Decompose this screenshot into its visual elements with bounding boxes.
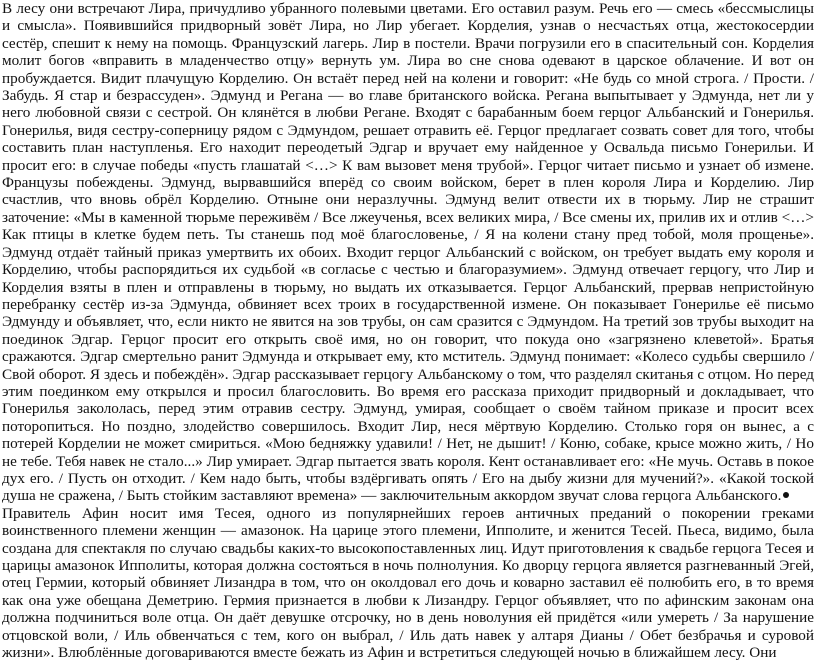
paragraph-text: В лесу они встречают Лира, причудливо убранного полевыми цветами. Его оставил разум. Речь его — смесь «бессмыслицы и смысла». Появившийся придворный зовёт Лира, но Лир убегает. Корделия, узнав о несчастьях отца, жестокосердии сестёр, спешит к нему на помощь. Французский лагерь. Лир в постели. Врачи погрузили его в спасительный сон. Корделия молит богов «вправить в младенчество отцу» вернуть ум. Лира во сне снова одевают в царское облачение. И вот он пробуждается. Видит плачущую Корделию. Он встаёт перед ней на колени и говорит: «Не будь со мной строга. / Прости. / Забудь. Я стар и безрассуден». Эдмунд и Регана — во главе британского войска. Регана выпытывает у Эдмунда, нет ли у него любовной связи с сестрой. Он клянётся в любви Регане. Входят с барабанным боем герцог Альбанский и Гонерилья. Гонерилья, видя сестру-соперницу рядом с Эдмундом, решает отравить её. Герцог предлагает созвать совет для того, чтобы составить план наступленья. Его находит переодетый Эдгар и вручает ему найденное у Освальда письмо Гонерильи. И просит его: в случае победы «пусть глашатай <…> К вам вызовет меня трубой». Герцог читает письмо и узнает об измене. Французы побеждены. Эдмунд, вырвавшийся вперёд со своим войском, берет в плен короля Лира и Корделию. Лир счастлив, что вновь обрёл Корделию. Отныне они неразлучны. Эдмунд велит отвести их в тюрьму. Лир не страшит заточение: «Мы в каменной тюрьме переживём / Все лжеученья, всех великих мира, / Все смены их, прилив их и отлив <…> Как птицы в клетке будем петь. Ты станешь под моё благословенье, / Я на колени стану пред тобой, моля прощенье». Эдмунд отдаёт тайный приказ умертвить их обоих. Входит герцог Альбанский с войском, он требует выдать ему короля и Корделию, чтобы распорядиться их судьбой «в согласье с честью и благоразумием». Эдмунд отвечает герцогу, что Лир и Корделия взяты в плен и отправлены в тюрьму, но выдать их отказывается. Герцог Альбанский, прервав непристойную перебранку сестёр из-за Эдмунда, обвиняет всех троих в государственной измене. Он показывает Гонерилье её письмо Эдмунду и объявляет, что, если никто не явится на зов трубы, он сам сразится с Эдмундом. На третий зов трубы выходит на поединок Эдгар. Герцог просит его открыть своё имя, но он говорит, что покуда оно «загрязнено клеветой». Братья сражаются. Эдгар смертельно ранит Эдмунда и открывает ему, кто мститель. Эдмунд понимает: «Колесо судьбы свершило / Свой оборот. Я здесь и побеждён». Эдгар рассказывает герцогу Альбанскому о том, что разделял скитанья с отцом. Но перед этим поединком ему открылся и просил благословить. Во время его рассказа приходит придворный и докладывает, что Гонерилья закололась, перед этим отравив сестру. Эдмунд, умирая, сообщает о своём тайном приказе и просит всех поторопиться. Но поздно, злодейство совершилось. Входит Лир, неся мёртвую Корделию. Столько горя он вынес, а с потерей Корделии не может смириться. «Мою бедняжку удавили! / Нет, не дышит! / Коню, собаке, крысе можно жить, / Но не тебе. Тебя навек не стало...» Лир умирает. Эдгар пытается звать короля. Кент останавливает его: «Не мучь. Оставь в покое дух его. / Пусть он отходит. / Кем надо быть, чтобы вздёргивать опять / Его на дыбу жизни для мучений?». «Какой тоской душа не сражена, / Быть стойким заставляют времена» — заключительным аккордом звучат слова герцога Альбанского.: [2, 0, 814, 505]
paragraph-king-lear: [2, 0, 814, 505]
paragraph-midsummer: Правитель Афин носит имя Тесея, одного из популярнейших героев античных преданий о покорении греками воинственного племени женщин — амазонок. На царице этого племени, Ипполите, и женится Тесей. Пьеса, видимо, была создана для спектакля по случаю свадьбы каких-то высокопоставленных лиц. Идут приготовления к свадьбе герцога Тесея и царицы амазонок Ипполиты, которая должна состояться в ночь полнолуния. Ко дворцу герцога является разгневанный Эгей, отец Гермии, который обвиняет Лизандра в том, что он околдовал его дочь и коварно заставил её полюбить его, в то время как она уже обещана Деметрию. Гермия признается в любви к Лизандру. Герцог объявляет, что по афинским законам она должна подчиниться воле отца. Он даёт девушке отсрочку, но в день новолуния ей придётся «или умереть / За нарушение отцовской воли, / Иль обвенчаться с тем, кого он выбрал, / Иль дать навек у алтаря Дианы / Обет безбрачья и суровой жизни». Влюблённые договариваются вместе бежать из Афин и встретиться следующей ночью в ближайшем лесу. Они: [2, 504, 814, 661]
end-bullet-icon: [783, 492, 789, 498]
